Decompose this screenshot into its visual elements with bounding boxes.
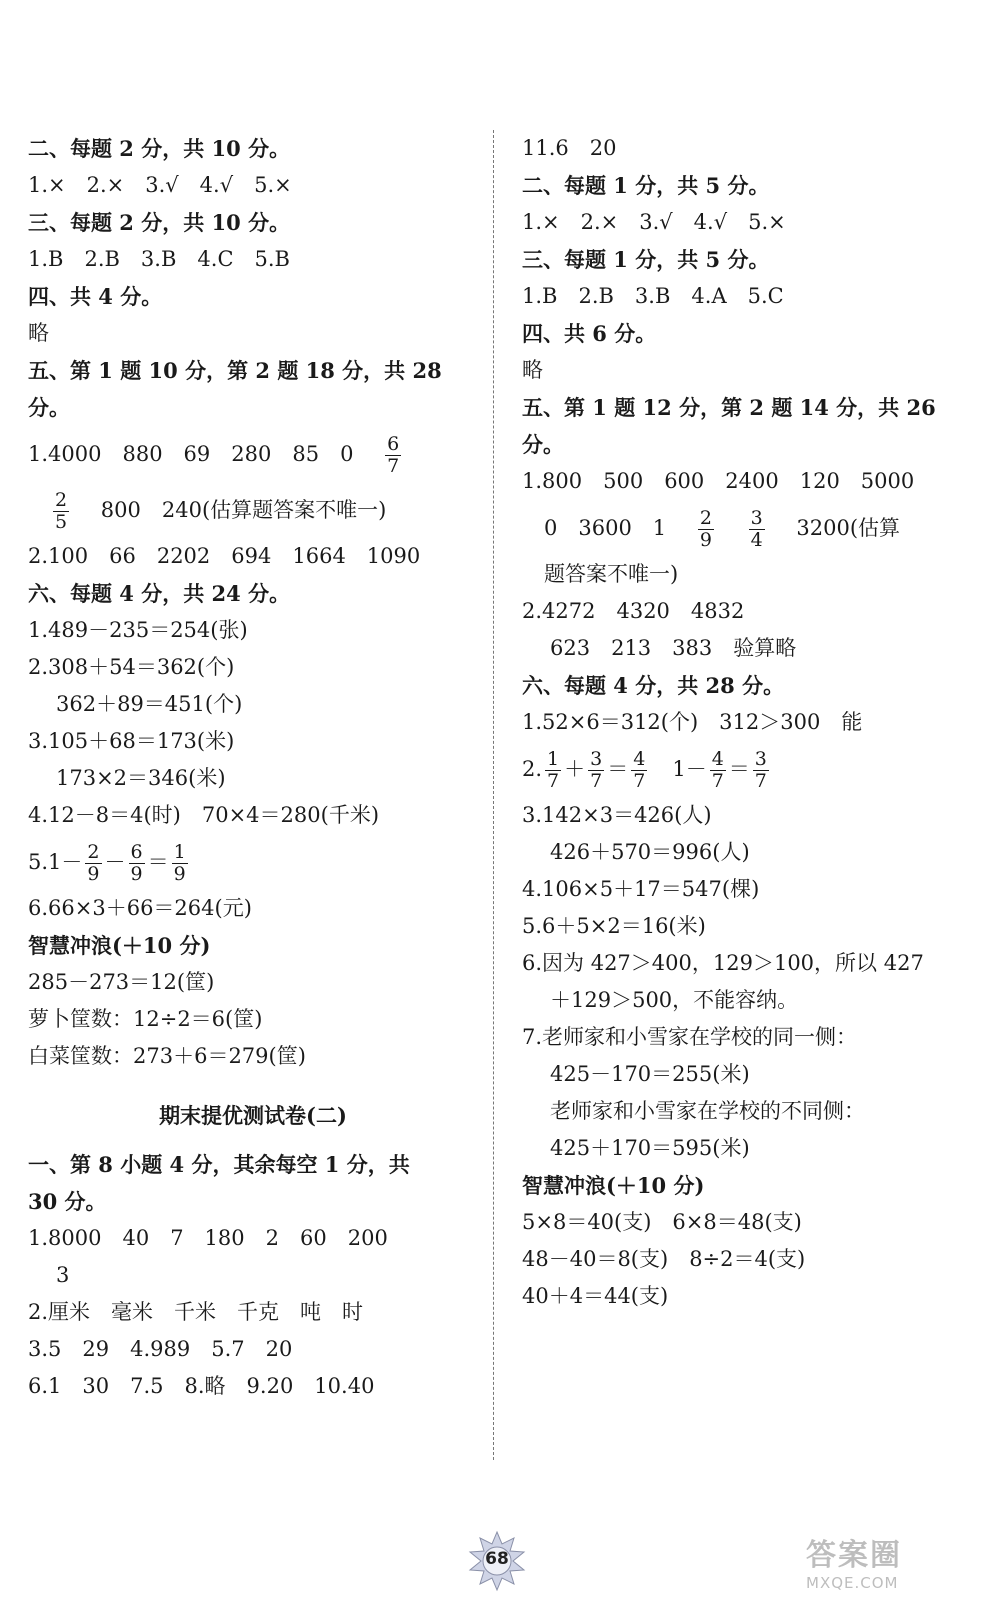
denominator: 7 [547,770,560,792]
numerator: 2 [87,841,100,863]
numerator: 6 [387,433,400,455]
answer-line: 4.106×5＋17＝547(棵) [522,877,760,901]
section-heading: 二、每题 1 分，共 5 分。 [522,173,770,198]
answer-line: 11.6 20 [522,136,617,160]
answer-text: 5.1－ [28,850,83,874]
fraction [631,749,647,792]
numerator: 4 [633,748,646,770]
section-heading: 智慧冲浪(＋10 分) [28,933,211,958]
answer-line: 老师家和小雪家在学校的不同侧： [550,1099,865,1123]
left-column [28,130,478,1405]
fraction [172,842,188,885]
numerator: 2 [55,489,68,511]
operator: ＝ [728,757,750,781]
denominator: 9 [173,863,186,885]
denominator: 7 [590,770,603,792]
answer-line: 1.B 2.B 3.B 4.A 5.C [522,284,784,308]
fraction [385,434,401,477]
answer-line: 3.5 29 4.989 5.7 20 [28,1337,293,1361]
answer-line: 1.× 2.× 3.√ 4.√ 5.× [522,210,786,234]
answer-text: 1.4000 880 69 280 85 0 [28,442,354,466]
answer-line: 略 [522,358,543,382]
answer-text: 1－ [672,757,707,781]
denominator: 4 [750,529,763,551]
answer-line: 362＋89＝451(个) [56,692,243,716]
answer-line: 2.308＋54＝362(个) [28,655,235,679]
numerator: 3 [590,748,603,770]
section-heading: 五、第 1 题 10 分，第 2 题 18 分，共 28 [28,358,442,383]
answer-line: 2.4272 4320 4832 [522,599,745,623]
numerator: 3 [754,748,767,770]
fraction [545,749,561,792]
page-number: 68 [485,1549,509,1569]
answer-line: 白菜筐数：273＋6＝279(筐) [28,1044,306,1068]
watermark [806,1530,976,1594]
numerator: 2 [699,507,712,529]
section-heading: 四、共 4 分。 [28,284,163,309]
section-heading: 四、共 6 分。 [522,321,657,346]
answer-line: 40＋4＝44(支) [522,1284,669,1308]
section-heading: 五、第 1 题 12 分，第 2 题 14 分，共 26 [522,395,936,420]
denominator: 9 [699,529,712,551]
denominator: 9 [87,863,100,885]
answer-line: 6.1 30 7.5 8.略 9.20 10.40 [28,1374,375,1398]
denominator: 9 [130,863,143,885]
fraction [85,842,101,885]
answer-line: 285－273＝12(筐) [28,970,215,994]
fraction [53,490,69,533]
answer-line: 1.8000 40 7 180 2 60 200 [28,1226,388,1250]
denominator: 7 [387,455,400,477]
answer-line: 3.142×3＝426(人) [522,803,712,827]
paper-title: 期末提优测试卷(二) [159,1103,347,1128]
answer-text: 2. [522,757,543,781]
answer-line: 1.489－235＝254(张) [28,618,248,642]
answer-line: ＋129＞500，不能容纳。 [550,988,799,1012]
answer-line: 萝卜筐数：12÷2＝6(筐) [28,1007,263,1031]
watermark-url: MXQE.COM [806,1574,899,1592]
denominator: 7 [711,770,724,792]
answer-line: 48－40＝8(支) 8÷2＝4(支) [522,1247,806,1271]
answer-line [28,426,478,482]
section-heading: 三、每题 2 分，共 10 分。 [28,210,291,235]
answer-line: 1.× 2.× 3.√ 4.√ 5.× [28,173,292,197]
answer-line: 5×8＝40(支) 6×8＝48(支) [522,1210,802,1234]
answer-line: 173×2＝346(米) [56,766,226,790]
answer-line: 6.因为 427＞400，129＞100，所以 427 [522,951,924,975]
denominator: 7 [633,770,646,792]
fraction [710,749,726,792]
answer-text: 800 240(估算题答案不唯一) [100,498,387,522]
numerator: 3 [750,507,763,529]
operator: ＝ [147,850,169,874]
answer-line: 3 [56,1263,70,1287]
operator: － [104,850,126,874]
answer-line: 2.100 66 2202 694 1664 1090 [28,544,421,568]
section-heading: 智慧冲浪(＋10 分) [522,1173,705,1198]
numerator: 6 [130,841,143,863]
answer-line [522,500,962,556]
answer-line: 7.老师家和小雪家在学校的同一侧： [522,1025,858,1049]
section-heading: 一、第 8 小题 4 分，其余每空 1 分，共 [28,1152,410,1177]
answer-line: 5.6＋5×2＝16(米) [522,914,706,938]
section-heading: 六、每题 4 分，共 24 分。 [28,581,291,606]
answer-line [28,834,478,890]
answer-line: 2.厘米 毫米 千米 千克 吨 时 [28,1300,364,1324]
answer-text: 3200(估算 [796,516,901,540]
answer-line: 1.B 2.B 3.B 4.C 5.B [28,247,290,271]
fraction [588,749,604,792]
numerator: 4 [711,748,724,770]
section-heading: 三、每题 1 分，共 5 分。 [522,247,770,272]
denominator: 7 [754,770,767,792]
numerator: 1 [547,748,560,770]
answer-line [28,482,478,538]
section-heading: 二、每题 2 分，共 10 分。 [28,136,291,161]
answer-line: 略 [28,321,49,345]
answer-line: 题答案不唯一) [544,562,679,586]
operator: ＝ [607,757,629,781]
answer-line: 6.66×3＋66＝264(元) [28,896,252,920]
section-heading-cont: 分。 [522,432,564,457]
right-column [522,130,962,1315]
fraction [129,842,145,885]
answer-line: 425＋170＝595(米) [550,1136,750,1160]
fraction [698,508,714,551]
column-divider [493,130,494,1460]
answer-line: 4.12－8＝4(时) 70×4＝280(千米) [28,803,380,827]
answer-line: 3.105＋68＝173(米) [28,729,235,753]
answer-line: 1.52×6＝312(个) 312＞300 能 [522,710,863,734]
answer-line: 1.800 500 600 2400 120 5000 [522,469,915,493]
answer-line [522,741,962,797]
answer-line: 425－170＝255(米) [550,1062,750,1086]
section-heading: 六、每题 4 分，共 28 分。 [522,673,785,698]
answer-line: 623 213 383 验算略 [550,636,797,660]
numerator: 1 [173,841,186,863]
watermark-title: 答案圈 [806,1538,902,1573]
section-heading-cont: 分。 [28,395,70,420]
answer-text: 0 3600 1 [544,516,667,540]
operator: ＋ [564,757,586,781]
fraction [749,508,765,551]
section-heading-cont: 30 分。 [28,1189,107,1214]
denominator: 5 [55,511,68,533]
fraction [753,749,769,792]
answer-line: 426＋570＝996(人) [550,840,750,864]
